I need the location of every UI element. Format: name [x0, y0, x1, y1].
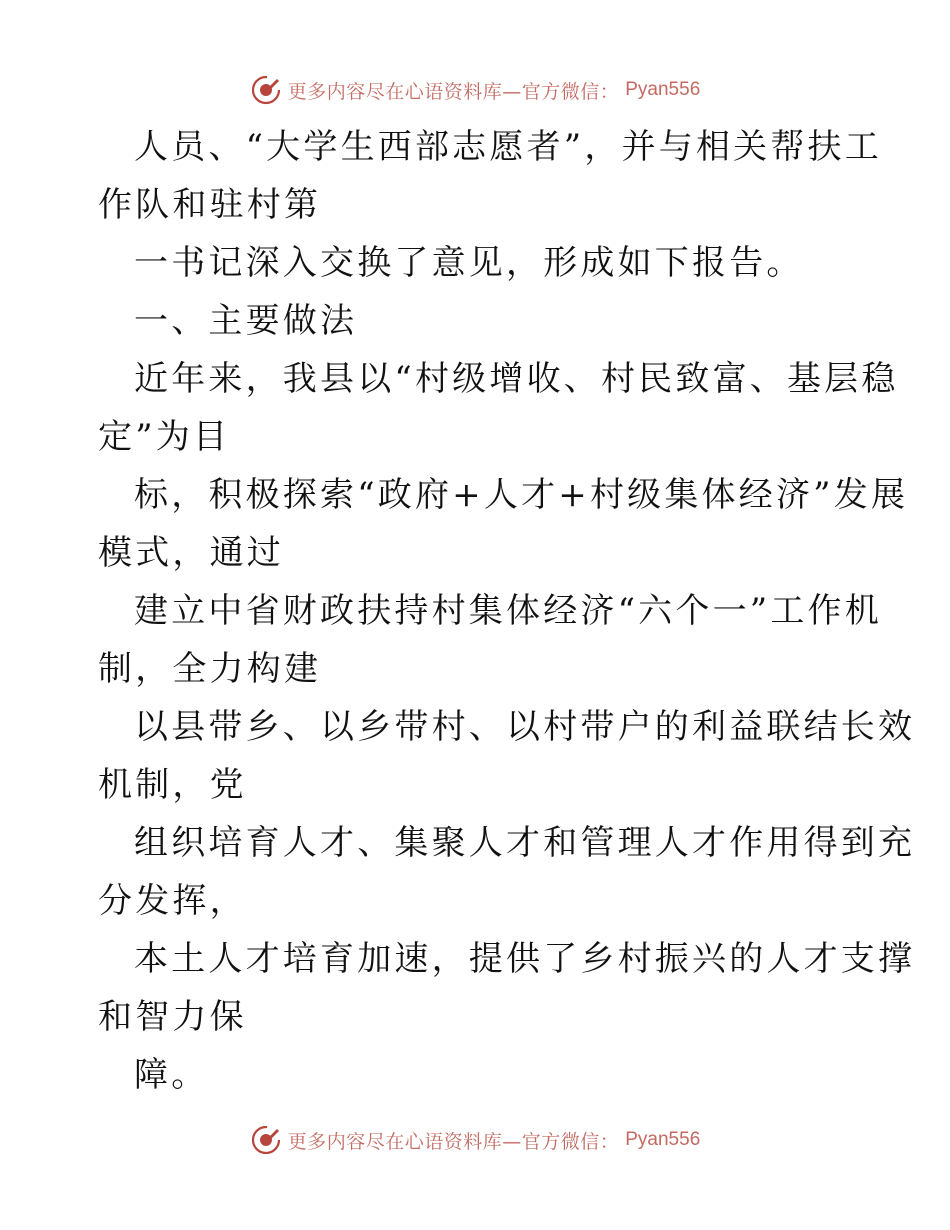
document-body	[98, 118, 916, 1104]
text-line: 建立中省财政扶持村集体经济“六个一”工作机	[134, 591, 882, 631]
text-line: 本土人才培育加速，提供了乡村振兴的人才支撑	[134, 939, 916, 979]
text-line: 人员、“大学生西部志愿者”，并与相关帮扶工	[134, 127, 882, 167]
text-line: 模式，通过	[98, 533, 284, 573]
footer-watermark	[0, 1122, 950, 1158]
pen-logo-icon	[250, 1124, 282, 1156]
text-line: 障。	[134, 1055, 209, 1095]
header-watermark	[0, 72, 950, 108]
text-line: 一、主要做法	[134, 301, 358, 341]
text-line: 制，全力构建	[98, 649, 322, 689]
watermark-text: 更多内容尽在心语资料库—官方微信：	[287, 80, 620, 103]
watermark-wechat-id: Pyan556	[625, 1129, 701, 1150]
text-line: 一书记深入交换了意见，形成如下报告。	[134, 243, 804, 283]
text-line: 和智力保	[98, 997, 247, 1037]
watermark-wechat-id: Pyan556	[625, 79, 701, 100]
text-line: 机制，党	[98, 765, 247, 805]
text-line: 定”为目	[98, 417, 231, 457]
text-line: 标，积极探索“政府+人才+村级集体经济”发展	[134, 475, 909, 515]
text-line: 分发挥，	[98, 881, 247, 921]
pen-logo-icon	[250, 74, 282, 106]
text-line: 以县带乡、以乡带村、以村带户的利益联结长效	[134, 707, 916, 747]
text-line: 作队和驻村第	[98, 185, 322, 225]
text-line: 组织培育人才、集聚人才和管理人才作用得到充	[134, 823, 916, 863]
text-line: 近年来，我县以“村级增收、村民致富、基层稳	[134, 359, 899, 399]
watermark-text: 更多内容尽在心语资料库—官方微信：	[287, 1130, 620, 1153]
